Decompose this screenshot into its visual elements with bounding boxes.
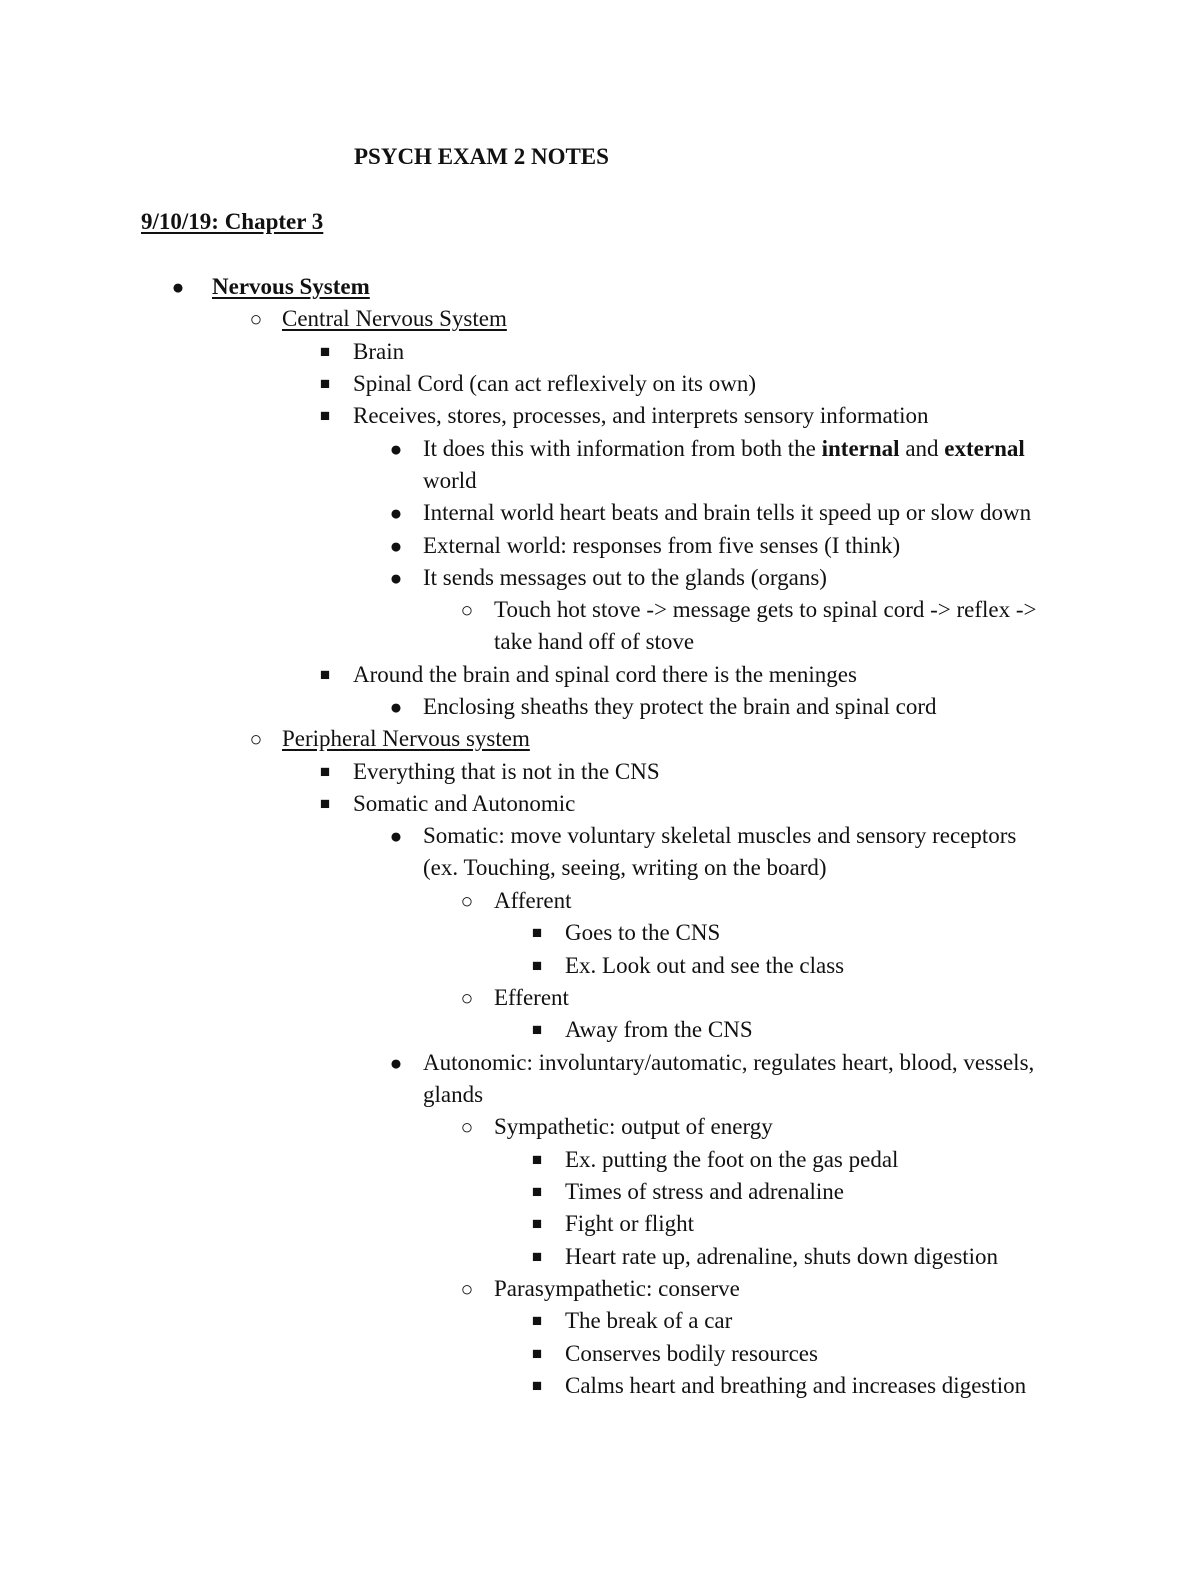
list-item: Sympathetic: output of energy [494,1114,773,1139]
square-bullet-icon: ■ [531,1214,543,1233]
list-item: Calms heart and breathing and increases digestion [565,1373,1027,1398]
list-item: Afferent [494,888,572,913]
square-bullet-icon: ■ [531,1344,543,1363]
list-item: Brain [353,339,405,364]
disc-bullet-icon: ● [171,275,185,299]
square-bullet-icon: ■ [531,956,543,975]
square-bullet-icon: ■ [319,342,331,361]
bold-text-external: external [944,436,1025,461]
disc-bullet-icon: ● [389,824,403,848]
square-bullet-icon: ■ [319,665,331,684]
disc-bullet-icon: ● [389,1051,403,1075]
list-item: Efferent [494,985,569,1010]
square-bullet-icon: ■ [319,406,331,425]
square-bullet-icon: ■ [319,794,331,813]
list-item: Receives, stores, processes, and interprets sensory information [353,403,929,428]
list-item: The break of a car [565,1308,733,1333]
list-item-continuation: (ex. Touching, seeing, writing on the board) [423,855,827,880]
list-item: Ex. Look out and see the class [565,953,845,978]
circle-bullet-icon: ○ [460,1115,474,1139]
disc-bullet-icon: ● [389,534,403,558]
square-bullet-icon: ■ [531,1182,543,1201]
disc-bullet-icon: ● [389,566,403,590]
circle-bullet-icon: ○ [249,307,263,331]
square-bullet-icon: ■ [531,1376,543,1395]
list-item: Conserves bodily resources [565,1341,818,1366]
list-item: Parasympathetic: conserve [494,1276,740,1301]
list-item: Autonomic: involuntary/automatic, regulates heart, blood, vessels, [423,1050,1035,1075]
square-bullet-icon: ■ [531,1247,543,1266]
list-item: Everything that is not in the CNS [353,759,660,784]
square-bullet-icon: ■ [531,1311,543,1330]
list-item: Spinal Cord (can act reflexively on its own) [353,371,757,396]
list-item-continuation: world [423,468,477,493]
text-segment: It does this with information from both the [423,436,822,461]
list-item-continuation: glands [423,1082,484,1107]
list-item [423,433,1025,465]
list-item: Somatic: move voluntary skeletal muscles and sensory receptors [423,823,1017,848]
list-item: External world: responses from five senses (I think) [423,533,901,558]
bold-text-internal: internal [821,436,900,461]
list-item: Fight or flight [565,1211,695,1236]
subheading-peripheral-nervous-system: Peripheral Nervous system [282,726,530,751]
circle-bullet-icon: ○ [460,1277,474,1301]
list-item-continuation: take hand off of stove [494,629,695,654]
list-item: Around the brain and spinal cord there is the meninges [353,662,857,687]
list-item: Away from the CNS [565,1017,753,1042]
date-heading: 9/10/19: Chapter 3 [141,209,324,234]
list-item: Enclosing sheaths they protect the brain and spinal cord [423,694,937,719]
list-item: Ex. putting the foot on the gas pedal [565,1147,899,1172]
page-title: PSYCH EXAM 2 NOTES [354,144,609,169]
list-item: Touch hot stove -> message gets to spinal cord -> reflex -> [494,597,1037,622]
list-item: Goes to the CNS [565,920,721,945]
list-item: Internal world heart beats and brain tells it speed up or slow down [423,500,1032,525]
list-item: It sends messages out to the glands (organs) [423,565,827,590]
square-bullet-icon: ■ [319,374,331,393]
square-bullet-icon: ■ [319,762,331,781]
disc-bullet-icon: ● [389,501,403,525]
section-heading-nervous-system: Nervous System [212,274,370,299]
circle-bullet-icon: ○ [460,598,474,622]
disc-bullet-icon: ● [389,695,403,719]
list-item: Somatic and Autonomic [353,791,576,816]
disc-bullet-icon: ● [389,437,403,461]
list-item: Times of stress and adrenaline [565,1179,844,1204]
square-bullet-icon: ■ [531,1150,543,1169]
list-item: Heart rate up, adrenaline, shuts down digestion [565,1244,999,1269]
square-bullet-icon: ■ [531,1020,543,1039]
circle-bullet-icon: ○ [249,727,263,751]
subheading-central-nervous-system: Central Nervous System [282,306,507,331]
square-bullet-icon: ■ [531,923,543,942]
text-segment: and [899,436,945,461]
circle-bullet-icon: ○ [460,986,474,1010]
circle-bullet-icon: ○ [460,889,474,913]
